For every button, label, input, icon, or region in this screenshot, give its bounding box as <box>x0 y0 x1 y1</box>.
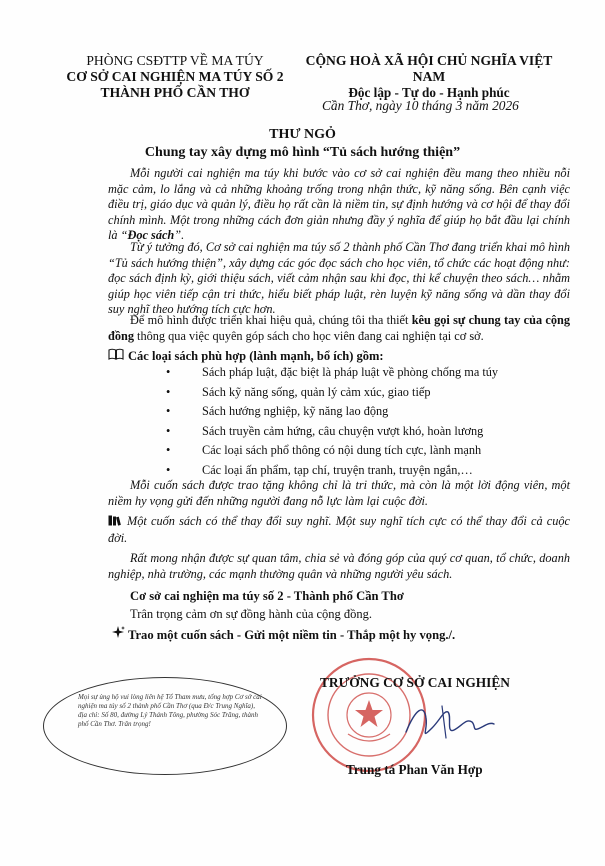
paragraph-call-start: Để mô hình được triển khai hiệu quả, chúng tôi tha thiết <box>130 313 412 327</box>
paragraph-call-bold: kêu gọi sự chung tay của cộng đồng <box>108 313 570 343</box>
list-item: • Các loại ấn phẩm, tạp chí, truyện tranh, truyện ngắn,… <box>160 461 498 481</box>
agency-line-2: CƠ SỞ CAI NGHIỆN MA TÚY SỐ 2 <box>66 69 284 84</box>
document-subtitle: Chung tay xây dựng mô hình “Tủ sách hướng thiện” <box>144 145 461 160</box>
national-motto: Độc lập - Tự do - Hạnh phúc <box>348 85 510 100</box>
sparkle-icon <box>112 626 125 643</box>
reading-emphasis: Đọc sách <box>127 228 175 243</box>
organization-signoff: Cơ sở cai nghiện ma túy số 2 - Thành phố Cần Thơ <box>130 589 404 603</box>
list-item: • Sách kỹ năng sống, quản lý cảm xúc, giao tiếp <box>160 383 498 403</box>
paragraph-intro <box>108 166 570 244</box>
agency-line-3: THÀNH PHỐ CẦN THƠ <box>100 85 250 100</box>
thanks-line: Trân trọng cảm ơn sự đồng hành của cộng đồng. <box>130 607 373 621</box>
country-name: CỘNG HOÀ XÃ HỘI CHỦ NGHĨA VIỆT NAM <box>305 53 553 84</box>
agency-line-1: PHÒNG CSĐTTP VỀ MA TÚY <box>86 53 264 68</box>
book-list <box>160 363 498 480</box>
paragraph-call-end: thông qua việc quyên góp sách cho học viên đang cai nghiện tại cơ sở. <box>133 328 484 343</box>
list-item: • Sách pháp luật, đặc biệt là pháp luật về phòng chống ma túy <box>160 363 498 383</box>
open-book-icon <box>108 348 124 364</box>
date-line: Cần Thơ, ngày 10 tháng 3 năm 2026 <box>322 98 519 113</box>
list-item: • Các loại sách phổ thông có nội dung tích cực, lành mạnh <box>160 441 498 461</box>
books-heading-text: Các loại sách phù hợp (lành mạnh, bổ ích) gồm: <box>128 349 384 363</box>
paragraph-quote <box>108 514 570 546</box>
document-title: THƯ NGỎ <box>269 127 336 142</box>
list-item: • Sách truyền cảm hứng, câu chuyện vượt khó, hoàn lương <box>160 422 498 442</box>
slogan <box>112 626 455 643</box>
books-stack-icon <box>108 515 124 531</box>
principal-name: Trung tá Phan Văn Hợp <box>346 762 483 777</box>
paragraph-intro-text: Mỗi người cai nghiện ma túy khi bước vào cơ sở cai nghiện đều mang theo nhiều nỗi mặc cảm, lo lắng và cả những khoảng trống trong nhận thức, kỹ năng sống. Bên cạnh việc điều trị, giáo dục và quản lý, điều họ rất cần là niềm tin, sự định hướng và cơ hội để thay đổi chính mình. Một trong những cách đơn giản nhưng đầy ý nghĩa để giúp họ bắt đầu lại chính là “ <box>108 166 570 243</box>
contact-note: Mọi sự ủng hộ vui lòng liên hệ Tổ Tham mưu, tổng hợp Cơ sở cai nghiện ma túy số 2 thành phố Cần Thơ (qua Đ/c Trung Nghĩa), địa chỉ: Số 80, đường Lý Thánh Tông, phường Sóc Trăng, thành phố Cần Thơ. Trân trọng! <box>78 693 262 728</box>
principal-title: TRƯỞNG CƠ SỞ CAI NGHIỆN <box>320 675 510 690</box>
books-heading <box>108 348 384 364</box>
handwritten-signature <box>402 700 498 749</box>
paragraph-quote-text: Một cuốn sách có thể thay đổi suy nghĩ. Một suy nghĩ tích cực có thể thay đổi cả cuộc đời. <box>108 514 570 545</box>
list-item: • Sách hướng nghiệp, kỹ năng lao động <box>160 402 498 422</box>
slogan-text: Trao một cuốn sách - Gửi một niềm tin - Thắp một hy vọng./. <box>128 628 456 642</box>
paragraph-appeal: Rất mong nhận được sự quan tâm, chia sẻ và đóng góp của quý cơ quan, tổ chức, doanh nghiệp, nhà trường, các mạnh thường quân và những người yêu sách. <box>108 551 570 581</box>
issuing-agency-header <box>52 53 298 101</box>
national-header <box>290 53 568 101</box>
paragraph-book-value: Mỗi cuốn sách được trao tặng không chỉ là tri thức, mà còn là một lời động viên, một niềm hy vọng gửi đến những người đang nỗ lực làm lại cuộc đời. <box>108 478 570 508</box>
paragraph-call <box>108 313 570 344</box>
paragraph-model: Từ ý tưởng đó, Cơ sở cai nghiện ma túy số 2 thành phố Cần Thơ đang triển khai mô hình “Tủ sách hướng thiện”, xây dựng các góc đọc sách cho học viên, tổ chức các hoạt động như: đọc sách định kỳ, giới thiệu sách, viết cảm nhận sau khi đọc, thi kể chuyện theo sách… nhằm giúp học viên tiếp cận tri thức, hiểu biết pháp luật, rèn luyện kỹ năng sống và dần thay đổi suy nghĩ theo hướng tích cực hơn. <box>108 240 570 317</box>
paragraph-intro-end: ”. <box>174 228 185 243</box>
